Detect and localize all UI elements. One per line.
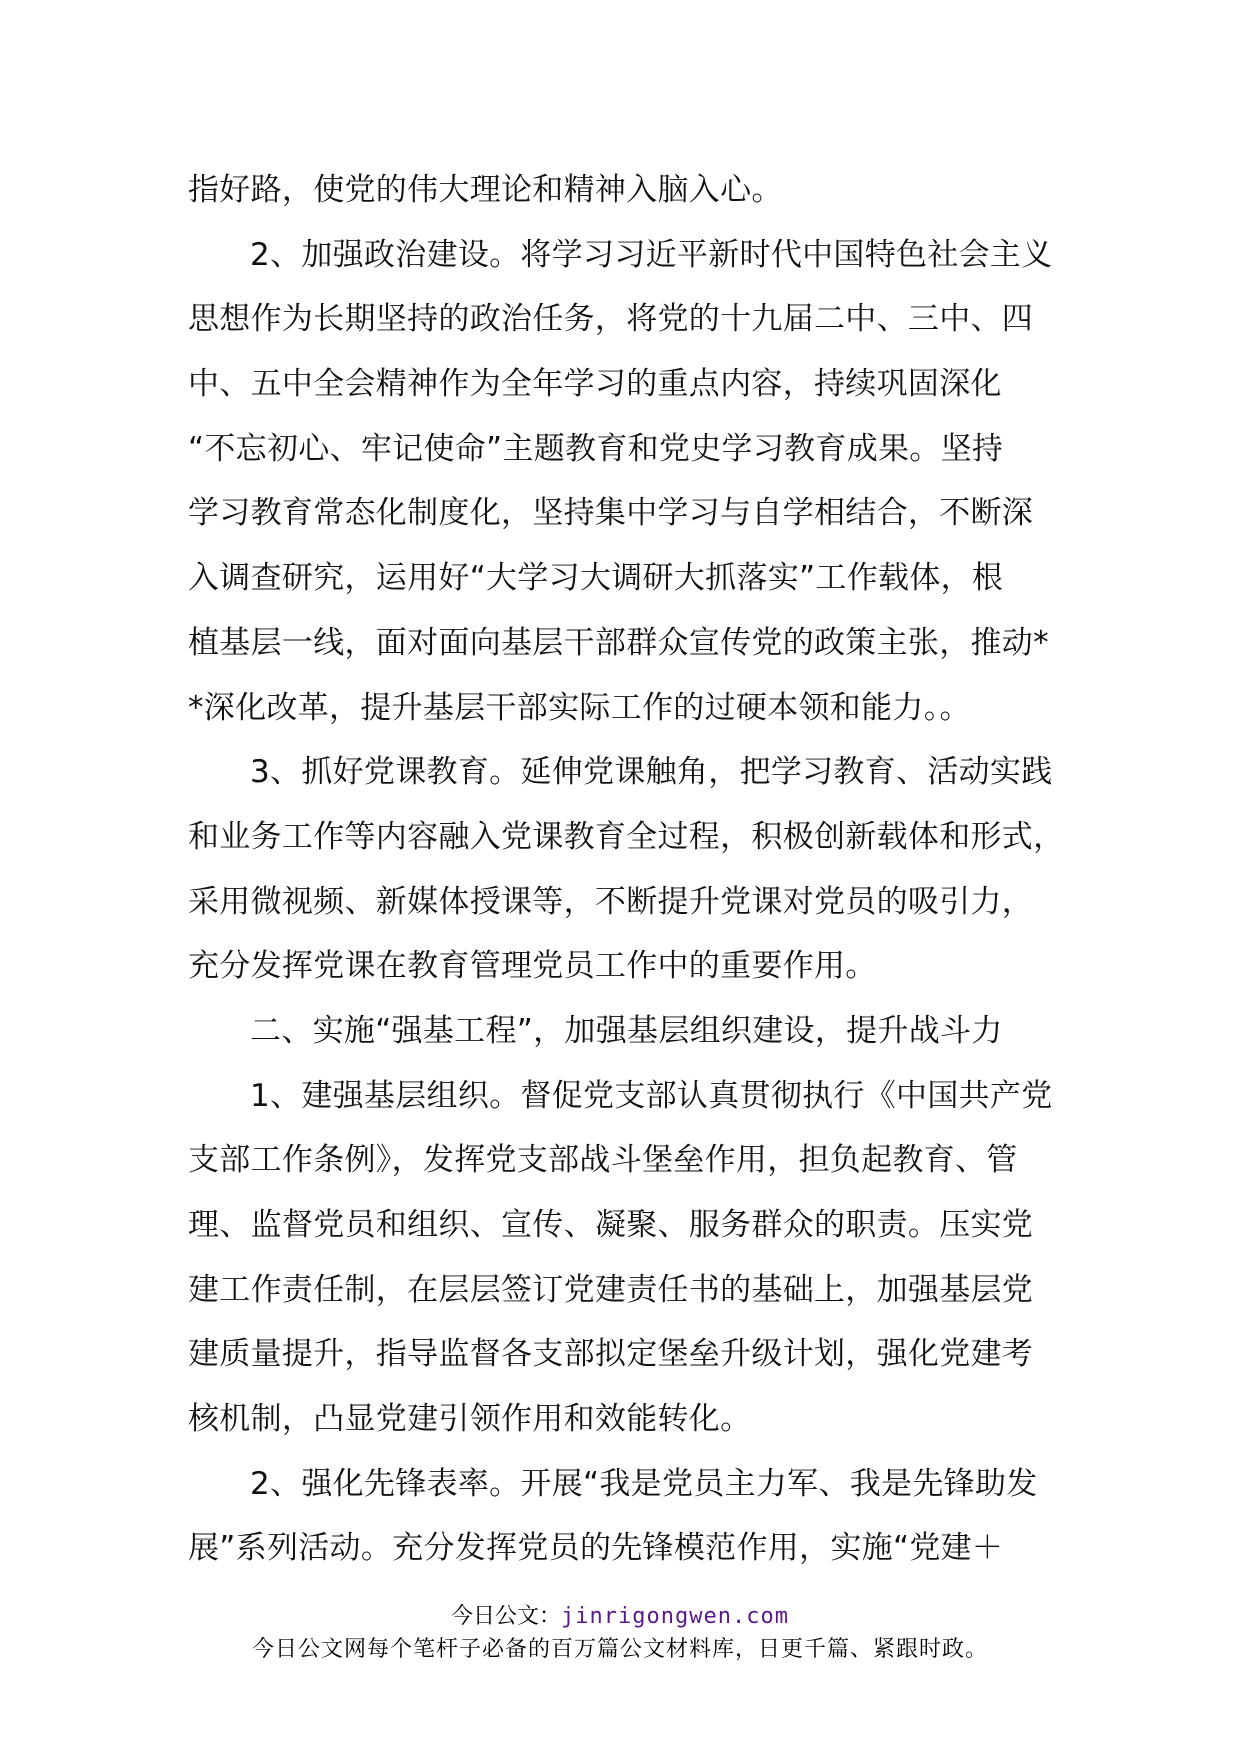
body-line: 和业务工作等内容融入党课教育全过程，积极创新载体和形式， (188, 818, 1065, 855)
body-line: 建工作责任制，在层层签订党建责任书的基础上，加强基层党 (188, 1271, 1034, 1308)
body-line: 展”系列活动。充分发挥党员的先锋模范作用，实施“党建＋ (188, 1530, 1004, 1567)
body-line: 2、加强政治建设。将学习习近平新时代中国特色社会主义 (250, 236, 1053, 273)
footer-site-line (0, 1602, 1240, 1632)
body-line: *深化改革，提升基层干部实际工作的过硬本领和能力。。 (188, 689, 971, 726)
body-line: 学习教育常态化制度化，坚持集中学习与自学相结合，不断深 (188, 495, 1034, 532)
body-line: 支部工作条例》，发挥党支部战斗堡垒作用，担负起教育、管 (188, 1142, 1018, 1179)
footer-tagline: 今日公文网每个笔杆子必备的百万篇公文材料库，日更千篇、紧跟时政。 (251, 1637, 988, 1662)
body-line: 3、抓好党课教育。延伸党课触角，把学习教育、活动实践 (250, 754, 1053, 791)
body-line: 植基层一线，面对面向基层干部群众宣传党的政策主张，推动* (188, 624, 1049, 661)
body-line: 核机制，凸显党建引领作用和效能转化。 (188, 1401, 752, 1438)
body-line: 入调查研究，运用好“大学习大调研大抓落实”工作载体，根 (188, 560, 1004, 597)
page-footer (0, 1602, 1240, 1668)
body-line: 1、建强基层组织。督促党支部认真贯彻执行《中国共产党 (250, 1077, 1053, 1114)
body-line: 指好路，使党的伟大理论和精神入脑入心。 (188, 172, 783, 208)
body-line: “不忘初心、牢记使命”主题教育和党史学习教育成果。坚持 (188, 430, 1004, 467)
document-body (188, 158, 1068, 1581)
section-heading: 二、实施“强基工程”，加强基层组织建设，提升战斗力 (250, 1012, 1003, 1049)
body-line: 中、五中全会精神作为全年学习的重点内容，持续巩固深化 (188, 366, 1002, 403)
body-line: 充分发挥党课在教育管理党员工作中的重要作用。 (188, 948, 877, 985)
body-line: 采用微视频、新媒体授课等，不断提升党课对党员的吸引力， (188, 883, 1034, 920)
footer-site-link[interactable]: jinrigongwen.com (561, 1604, 789, 1629)
body-line: 2、强化先锋表率。开展“我是党员主力军、我是先锋助发 (250, 1465, 1038, 1502)
body-line: 理、监督党员和组织、宣传、凝聚、服务群众的职责。压实党 (188, 1207, 1034, 1243)
body-line: 思想作为长期坚持的政治任务，将党的十九届二中、三中、四 (188, 301, 1034, 338)
footer-site-label: 今日公文： (451, 1604, 562, 1629)
body-line: 建质量提升，指导监督各支部拟定堡垒升级计划，强化党建考 (188, 1336, 1034, 1373)
